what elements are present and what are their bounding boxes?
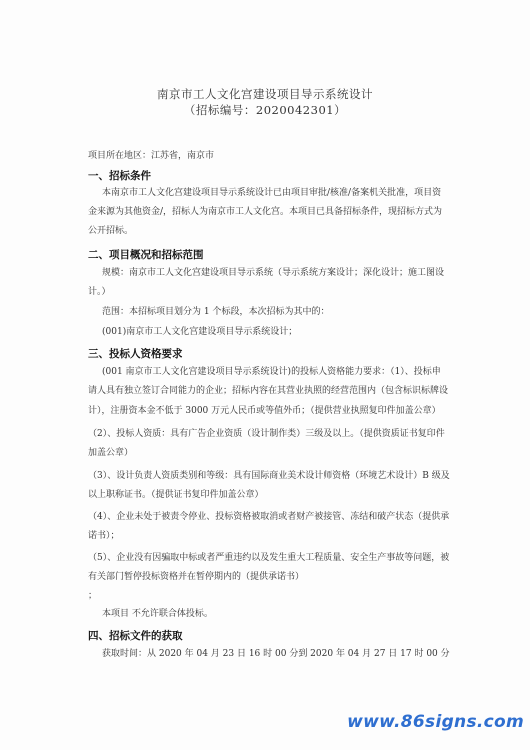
section-2-line: 规模：南京市工人文化宫建设项目导示系统（导示系统方案设计；深化设计；施工图设: [102, 268, 445, 278]
section-1-line: 公开招标。: [88, 226, 134, 236]
section-2-line: 计。）: [88, 287, 111, 297]
section-3-line: （2）、投标人资质：具有广告企业资质（设计制作类）三级及以上。（提供资质证书复印件: [88, 429, 445, 439]
section-3-heading: 三、投标人资格要求: [88, 348, 183, 360]
section-3-line: （4）、企业未处于被责令停业、投标资格被取消或者财产被接管、冻结和破产状态（提供承: [88, 512, 450, 522]
section-3-line: （3）、设计负责人资质类别和等级：具有国际商业美术设计师资格（环境艺术设计）B 级及: [88, 471, 450, 481]
doc-number: （招标编号：2020042301）: [183, 103, 347, 117]
section-3-line: 请人具有独立签订合同能力的企业；招标内容在其营业执照的经营范围内（包含标识标牌设: [88, 386, 449, 396]
site-watermark: www.86signs.com: [347, 712, 524, 732]
section-3-line: (001 南京市工人文化宫建设项目导示系统设计)的投标人资格能力要求：（1）、投标申: [102, 367, 441, 377]
section-3-line: 本项目 不允许联合体投标。: [102, 609, 213, 619]
section-3-line: 计），注册资本金不低于 3000 万元人民币或等值外币；（提供营业执照复印件加盖公章）: [88, 406, 441, 416]
section-1-line: 本南京市工人文化宫建设项目导示系统设计已由项目审批/核准/备案机关批准，项目资: [102, 188, 442, 198]
section-2-line: (001)南京市工人文化宫建设项目导示系统设计；: [102, 327, 298, 337]
section-3-line: （5）、企业没有因骗取中标或者严重违约以及发生重大工程质量、安全生产事故等问题，被: [88, 553, 450, 563]
section-3-line: 以上职称证书。（提供证书复印件加盖公章）: [88, 490, 264, 500]
section-1-line: 金来源为其他资金/，招标人为南京市工人文化宫。本项目已具备招标条件，现招标方式为: [88, 207, 443, 217]
section-1-heading: 一、招标条件: [88, 170, 151, 182]
doc-title: 南京市工人文化宫建设项目导示系统设计: [157, 87, 373, 101]
section-3-line: 加盖公章）: [88, 448, 134, 458]
section-3-line: 有关部门暂停投标资格并在暂停期内的（提供承诺书）: [88, 572, 305, 582]
project-location: 项目所在地区：江苏省，南京市: [88, 151, 215, 161]
section-4-heading: 四、招标文件的获取: [88, 630, 183, 642]
section-3-line: 诺书）；: [88, 531, 120, 541]
section-4-line: 获取时间：从 2020 年 04 月 23 日 16 时 00 分到 2020 年 04 月 27 日 17 时 00 分: [102, 649, 450, 659]
section-2-heading: 二、项目概况和招标范围: [88, 249, 204, 261]
section-3-line: ；: [88, 591, 98, 601]
section-2-line: 范围：本招标项目划分为 1 个标段，本次招标为其中的：: [102, 307, 330, 317]
